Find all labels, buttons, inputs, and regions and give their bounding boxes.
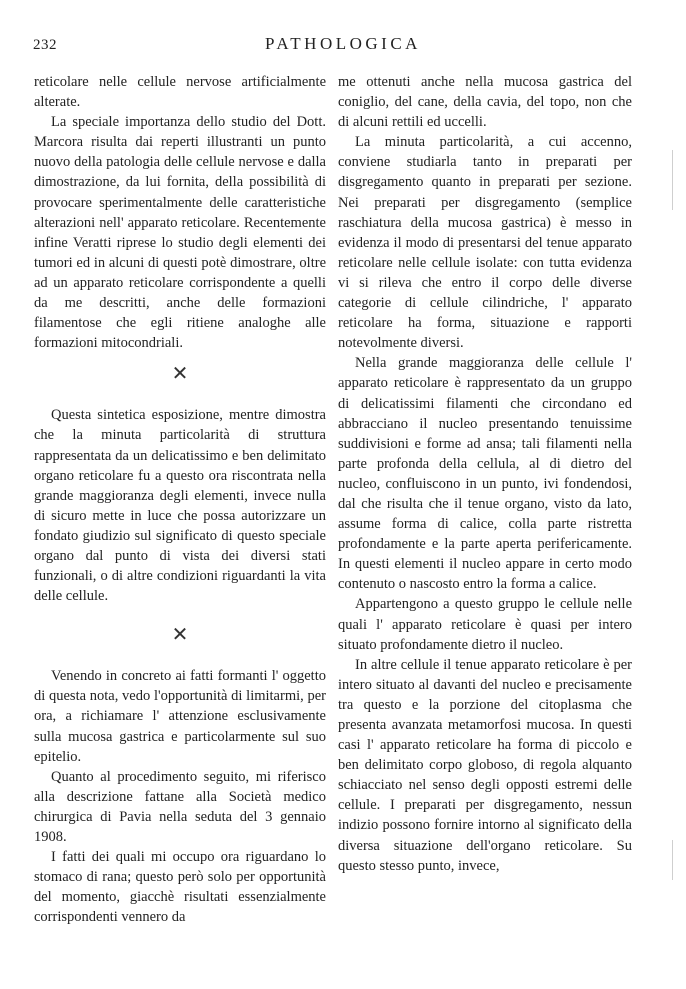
paragraph: Nella grande maggioranza delle cellule l' apparato reticolare è rappresentato da un gruppo di delicatissimi filamenti che circondano ed abbracciano il nucleo presentando tenuissime suddivisioni e forme ad ansa; tali filamenti nella parte profonda della cellula, al di dietro del nucleo, confluiscono in un punto, ivi fondendosi, dal che risulta che il tenue organo, visto da lato, assume forma di calice, colla parte ristretta profondamente e la parte aperta perifericamente. In questi elementi il nucleo appare in certo modo contenuto o nascosto entro la forma a calice. (338, 355, 632, 593)
right-column (338, 72, 632, 876)
page-edge-mark (672, 150, 673, 210)
paragraph: Venendo in concreto ai fatti formanti l' oggetto di questa nota, vedo l'opportunità di limitarmi, per ora, a richiamare l' attenzione esclusivamente sulla mucosa gastrica e particolarmente sul suo epitelio. (34, 668, 326, 765)
paragraph: Quanto al procedimento seguito, mi riferisco alla descrizione fattane alla Società medico chirurgica di Pavia nella seduta del 3 gennaio 1908. (34, 768, 326, 845)
page-number: 232 (33, 37, 57, 53)
paragraph: me ottenuti anche nella mucosa gastrica del coniglio, del cane, della cavia, del topo, non che di alcuni rettili ed uccelli. (338, 74, 632, 131)
left-column (34, 72, 326, 927)
paragraph: La speciale importanza dello studio del Dott. Marcora risulta dai reperti illustranti un punto nuovo della patologia delle cellule nervose e dalla dimostrazione, da lui fornita, della possibilità di provocare sperimentalmente delle caratteristiche alterazioni nell' apparato reticolare. Recentemente infine Veratti riprese lo studio degli elementi dei tumori ed in alcuni di questi potè dimostrare, oltre ad un apparato reticolare corrispondente a quelli da me descritti, anche delle formazioni filamentose che egli ritiene analoghe alle formazioni mitocondriali. (34, 114, 326, 352)
paragraph: Appartengono a questo gruppo le cellule nelle quali l' apparato reticolare è quasi per intero situato profondamente dietro il nucleo. (338, 596, 632, 653)
section-separator: ✕ (171, 622, 189, 647)
section-separator: ✕ (171, 361, 189, 386)
paragraph: I fatti dei quali mi occupo ora riguardano lo stomaco di rana; questo però solo per opportunità del momento, giacchè risultati essenzialmente corrispondenti vennero da (34, 849, 326, 926)
paragraph: reticolare nelle cellule nervose artificialmente alterate. (34, 74, 326, 111)
paragraph: Questa sintetica esposizione, mentre dimostra che la minuta particolarità di struttura rappresentata da un delicatissimo e ben delimitato organo reticolare fu a questo ora riscontrata nella grande maggioranza degli elementi, invece nulla di sicuro mette in luce che possa autorizzare un fondato giudizio sul significato di questo speciale organo dal punto di vista dei diversi stati funzionali, o di altre condizioni riguardanti la vita delle cellule. (34, 407, 326, 605)
page-edge-mark (672, 840, 673, 880)
paragraph: La minuta particolarità, a cui accenno, conviene studiarla tanto in preparati per disgregamento quanto in preparati per sezione. Nei preparati per disgregamento (semplice raschiatura della mucosa gastrica) è messo in evidenza il modo di presentarsi del tenue apparato reticolare nelle cellule isolate: con tutta evidenza vi si rileva che entro il corpo delle diverse categorie di cellule cilindriche, l' apparato reticolare ha forma, situazione e rapporti notevolmente diversi. (338, 134, 632, 352)
paragraph: In altre cellule il tenue apparato reticolare è per intero situato al davanti del nucleo e precisamente tra questo e la porzione del citoplasma che presenta avanzata metamorfosi mucosa. In questi casi l' apparato reticolare ha forma di piccolo e ben delimitato corpo globoso, di regola alquanto schiacciato nel senso degli opposti estremi delle cellule. I preparati per disgregamento, nessun indizio possono fornire intorno al significato della diversa situazione dell'organo reticolare. Su questo stesso punto, invece, (338, 656, 632, 874)
running-title: PATHOLOGICA (265, 34, 421, 53)
